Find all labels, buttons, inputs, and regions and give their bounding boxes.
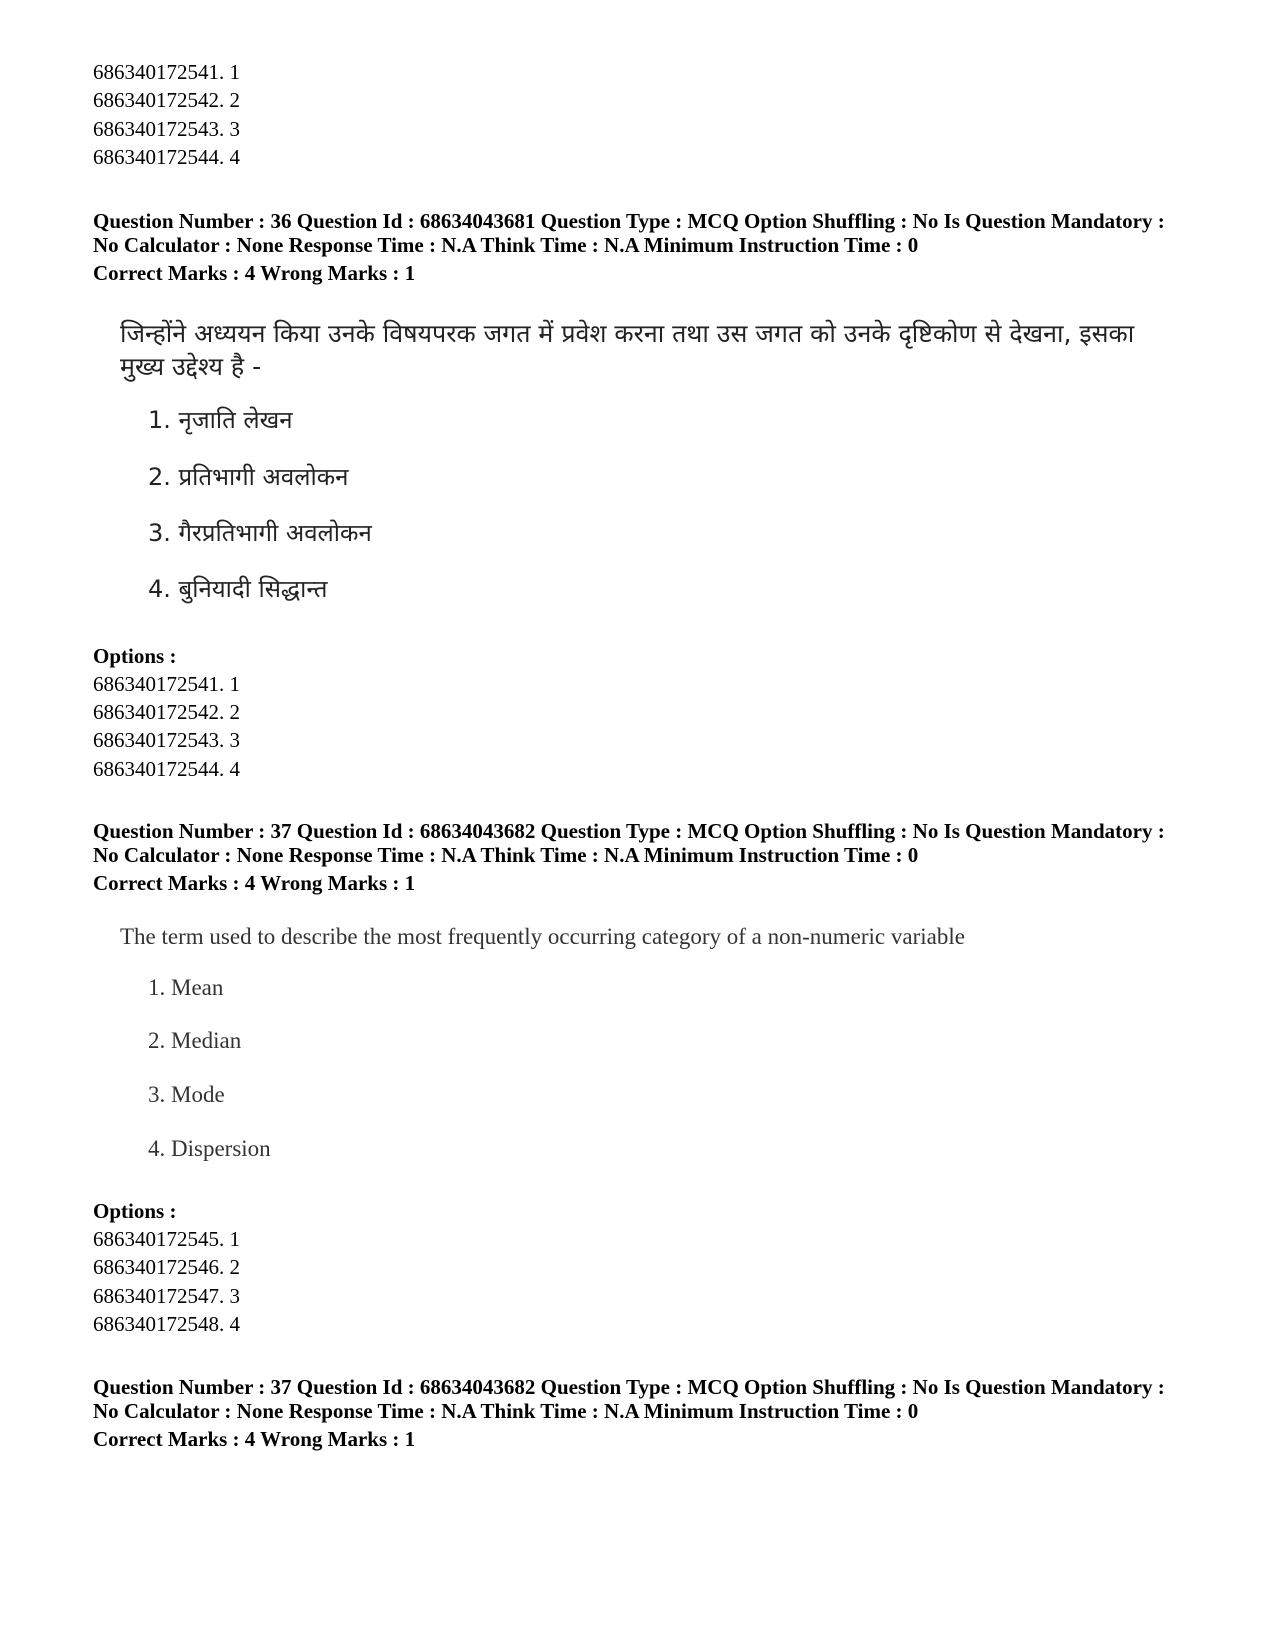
q37b-marks: Correct Marks : 4 Wrong Marks : 1 [93, 1427, 416, 1451]
q37-options-label: Options : [93, 1199, 177, 1223]
q36-option-1: 686340172541. 1 [93, 672, 240, 696]
q36-choice-3: 3. गैरप्रतिभागी अवलोकन [148, 519, 372, 547]
q36-question-text: जिन्होंने अध्ययन किया उनके विषयपरक जगत में प्रवेश करना तथा उस जगत को उनके दृष्टिकोण से देखना, इसका मुख्य उद्देश्य है - [120, 319, 1135, 381]
q37-option-3: 686340172547. 3 [93, 1284, 240, 1308]
q37-meta-line1: Question Number : 37 Question Id : 68634043682 Question Type : MCQ Option Shuffling : No Is Question Mandatory : [93, 819, 1165, 843]
q36-option-2: 686340172542. 2 [93, 700, 240, 724]
top-option-2: 686340172542. 2 [93, 88, 240, 112]
q37b-meta-line2: No Calculator : None Response Time : N.A Think Time : N.A Minimum Instruction Time : 0 [93, 1399, 919, 1423]
q37b-meta-line1: Question Number : 37 Question Id : 68634043682 Question Type : MCQ Option Shuffling : No Is Question Mandatory : [93, 1375, 1165, 1399]
q36-meta-line1: Question Number : 36 Question Id : 68634043681 Question Type : MCQ Option Shuffling : No Is Question Mandatory : [93, 209, 1165, 233]
q36-options-label: Options : [93, 644, 177, 668]
q37-marks: Correct Marks : 4 Wrong Marks : 1 [93, 871, 416, 895]
q37-choice-2: 2. Median [148, 1028, 242, 1053]
q37-choice-4: 4. Dispersion [148, 1136, 271, 1161]
q37b-meta [93, 1375, 1213, 1451]
q36-choice-1: 1. नृजाति लेखन [148, 406, 293, 434]
q37-choice-3: 3. Mode [148, 1082, 225, 1107]
q37-option-4: 686340172548. 4 [93, 1312, 240, 1336]
q36-option-4: 686340172544. 4 [93, 757, 240, 781]
q37-question-text: The term used to describe the most frequently occurring category of a non-numeric variable [120, 924, 965, 949]
q36-option-3: 686340172543. 3 [93, 728, 240, 752]
q36-choice-2: 2. प्रतिभागी अवलोकन [148, 463, 349, 491]
q37-option-2: 686340172546. 2 [93, 1255, 240, 1279]
q37-meta [93, 819, 1213, 895]
q37-choice-1: 1. Mean [148, 975, 224, 1000]
top-option-3: 686340172543. 3 [93, 117, 240, 141]
q36-choice-4: 4. बुनियादी सिद्धान्त [148, 575, 328, 603]
q37-option-1: 686340172545. 1 [93, 1227, 240, 1251]
top-option-4: 686340172544. 4 [93, 145, 240, 169]
q36-meta-line2: No Calculator : None Response Time : N.A Think Time : N.A Minimum Instruction Time : 0 [93, 233, 919, 257]
q37-meta-line2: No Calculator : None Response Time : N.A Think Time : N.A Minimum Instruction Time : 0 [93, 843, 919, 867]
top-option-1: 686340172541. 1 [93, 60, 240, 84]
q36-meta [93, 209, 1213, 285]
q36-marks: Correct Marks : 4 Wrong Marks : 1 [93, 261, 416, 285]
